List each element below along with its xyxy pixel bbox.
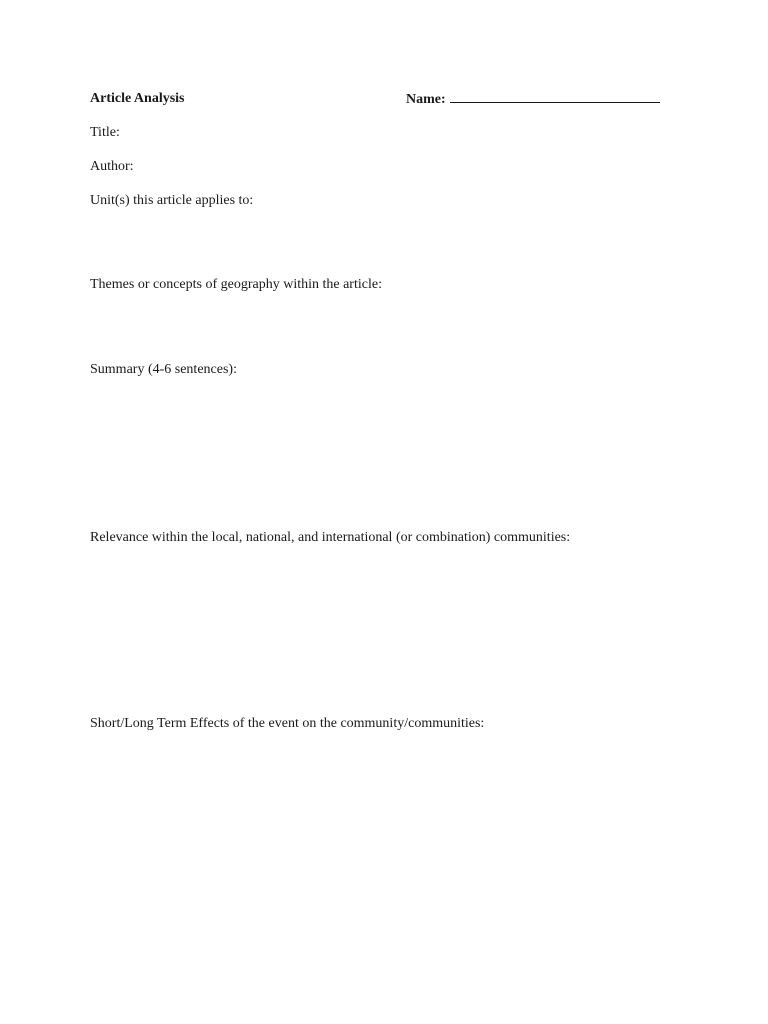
page-title: Article Analysis xyxy=(90,91,185,106)
effects-label: Short/Long Term Effects of the event on the community/communities: xyxy=(90,716,485,731)
name-blank-line xyxy=(450,90,660,103)
name-label: Name: xyxy=(406,92,446,107)
relevance-label: Relevance within the local, national, and international (or combination) communities: xyxy=(90,530,571,545)
title-label: Title: xyxy=(90,125,120,140)
units-label: Unit(s) this article applies to: xyxy=(90,193,254,208)
author-label: Author: xyxy=(90,159,134,174)
name-field xyxy=(406,90,660,109)
themes-label: Themes or concepts of geography within the article: xyxy=(90,277,382,292)
summary-label: Summary (4-6 sentences): xyxy=(90,362,237,377)
